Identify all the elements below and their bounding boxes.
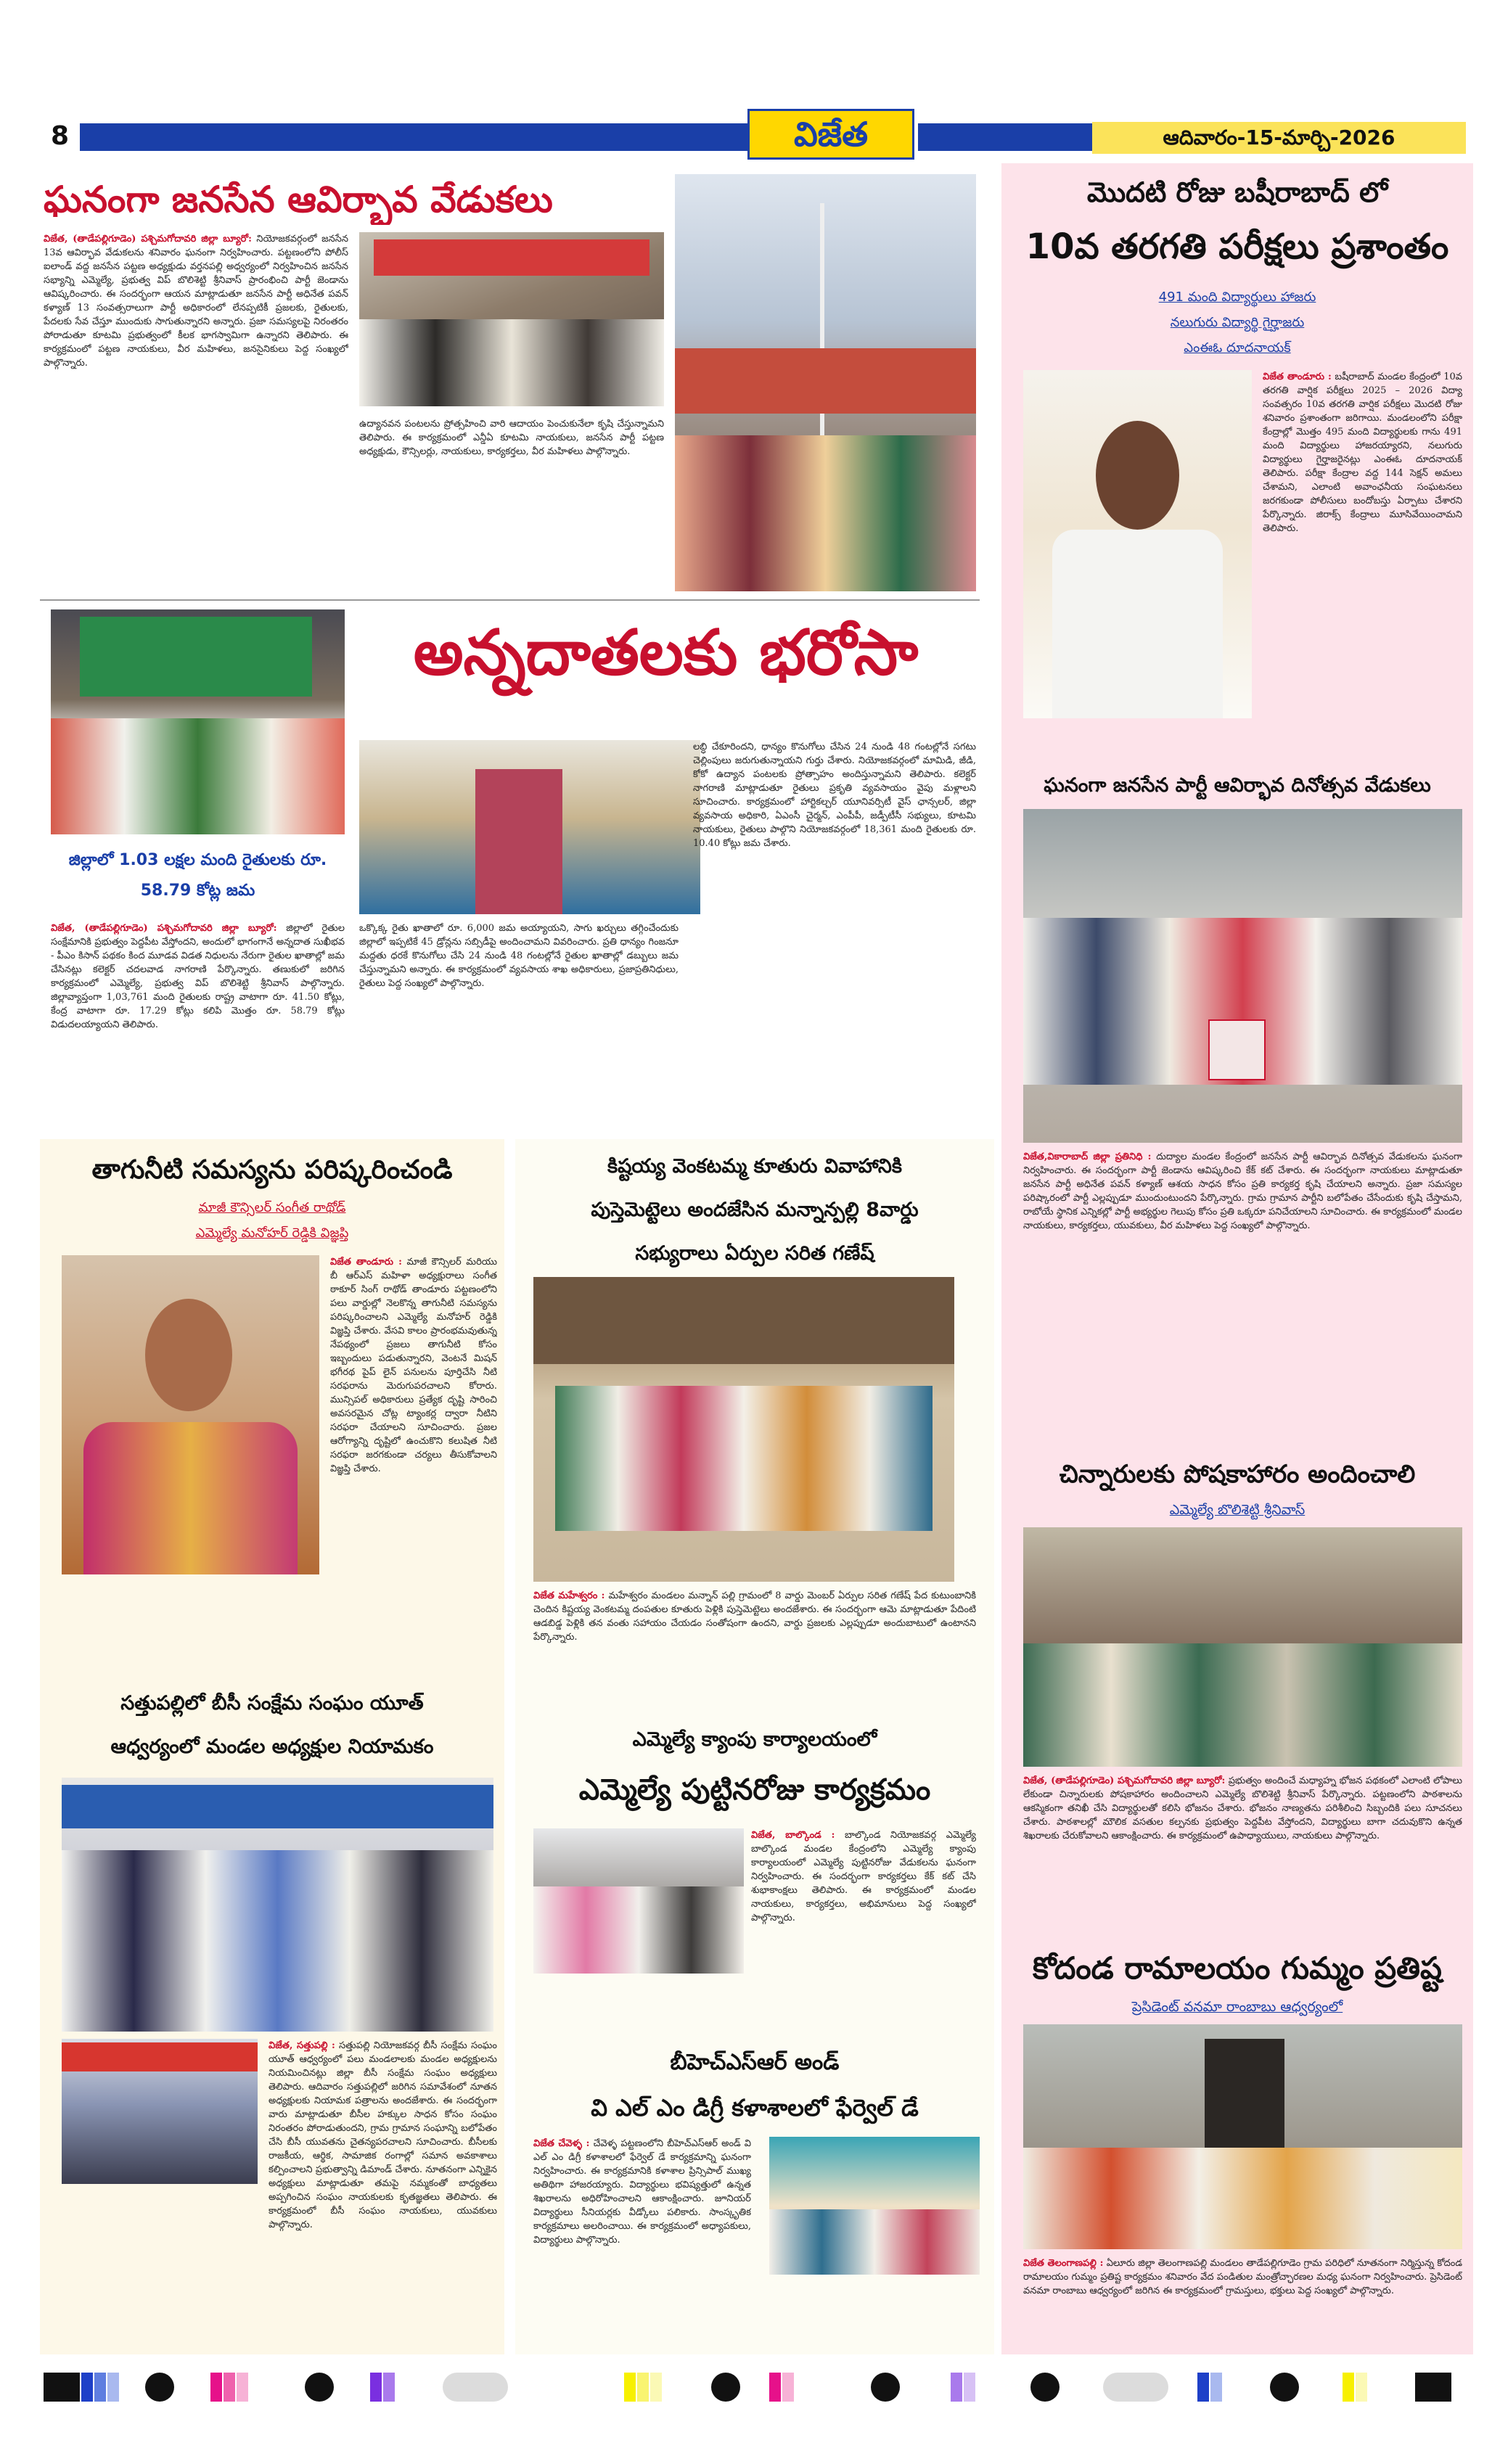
article10-dateline: విజేత, బాల్కొండ :	[751, 1830, 835, 1841]
article6-body	[1023, 2256, 1462, 2344]
article6-headline: కోదండ రామాలయం గుమ్మం ప్రతిష్ట	[1033, 1950, 1442, 1986]
article3-sub3: ఎంఈఓ దూదనాయక్	[1184, 340, 1291, 356]
photo-janasena-board	[1208, 1019, 1266, 1080]
photo-house-roof	[533, 1277, 954, 1364]
masthead-right-bar	[918, 123, 1092, 151]
photo-woman-saree	[83, 1422, 298, 1574]
photo-cake-group	[533, 1886, 744, 1974]
photo-small-banner	[62, 2042, 258, 2071]
article8-headline1: సత్తుపల్లిలో బీసీ సంక్షేమ సంఘం యూత్	[120, 1692, 424, 1714]
color-strip-pink-4	[769, 2373, 781, 2402]
photo-banner-blue	[62, 1785, 493, 1828]
color-strip-black-2	[145, 2373, 174, 2402]
article9-body	[533, 1589, 976, 1705]
article8-photo1	[62, 1778, 493, 2032]
color-strip-yellow-2	[637, 2373, 649, 2402]
article9-photo	[533, 1277, 954, 1582]
photo-crowd	[359, 319, 664, 406]
article9-headline1: కిష్టయ్య వెంకటమ్మ కూతురు వివాహానికి	[607, 1155, 902, 1178]
color-strip-black-7	[1270, 2373, 1299, 2402]
article4-headline: ఘనంగా జనసేన పార్టీ ఆవిర్భావ దినోత్సవ వేడుకలు	[1044, 774, 1431, 797]
article7-dateline: విజేత తాండూరు :	[330, 1257, 402, 1268]
article3-sub1: 491 మంది విద్యార్థులు హాజరు	[1158, 289, 1316, 305]
article9-headline2: పుస్తెమెట్టెలు అందజేసిన మన్నాన్పల్లి 8వార్డు	[591, 1199, 919, 1221]
article9-dateline: విజేత మహేశ్వరం :	[533, 1590, 605, 1601]
date-banner: ఆదివారం-15-మార్చి-2026	[1092, 122, 1466, 154]
article10-headline: ఎమ్మెల్యే పుట్టినరోజు కార్యక్రమం	[578, 1773, 931, 1807]
color-strip-yellow-1	[624, 2373, 636, 2402]
photo-banner	[374, 239, 649, 276]
article10-text: బాల్కొండ నియోజకవర్గ ఎమ్మెల్యే బాల్కొండ మండల కేంద్రంలోని ఎమ్మెల్యే క్యాంపు కార్యాలయంలో ఎమ్మెల్యే పుట్టినరోజు వేడుకలను ఘనంగా నిర్వహించారు. ఈ సందర్భంగా కార్యకర్తలు కేక్ కట్ చేసి శుభాకాంక్షలు తెలిపారు. ఈ కార్యక్రమంలో మండల నాయకులు, కార్యకర్తలు, అభిమానులు పెద్ద సంఖ్యలో పాల్గొన్నారు.	[751, 1830, 976, 1923]
photo-speaker	[475, 769, 562, 914]
page-number: 8	[51, 121, 70, 151]
article3-kicker: మొదటి రోజు బషీరాబాద్ లో	[1086, 176, 1388, 208]
article8-photo2	[62, 2039, 258, 2184]
photo-people	[51, 718, 345, 834]
photo-priests	[1023, 2148, 1462, 2249]
article1-body2: ఉద్యానవన పంటలను ప్రోత్సహించి వారి ఆదాయం పెంచుకునేలా కృషి చేస్తున్నామని తెలిపారు. ఈ కార్యక్రమంలో ఎన్డీఏ కూటమి నాయకులు, జనసేన పార్టీ పట్టణ అధ్యక్షుడు, కౌన్సిలర్లు, నాయకులు, కార్యకర్తలు, వీర మహిళలు పాల్గొన్నారు.	[359, 419, 664, 457]
article7-sub1: మాజీ కౌన్సిలర్ సంగీత రాథోడ్	[198, 1200, 346, 1215]
color-strip-blue-3	[107, 2373, 119, 2402]
article6-dateline: విజేత తెలంగాణపల్లి :	[1023, 2258, 1104, 2269]
article1-photo-main	[675, 174, 976, 591]
color-strip-yellow-3	[650, 2373, 662, 2402]
article5-sub: ఎమ్మెల్యే బొలిశెట్టి శ్రీనివాస్	[1169, 1502, 1306, 1518]
color-strip-black-4	[711, 2373, 740, 2402]
masthead-left-bar	[80, 123, 747, 151]
color-strip-black-8	[1415, 2373, 1451, 2402]
color-strip-pink-1	[210, 2373, 222, 2402]
color-strip-purple-2	[383, 2373, 395, 2402]
article5-body	[1023, 1774, 1462, 1934]
color-strip-black-3	[305, 2373, 334, 2402]
photo-family	[555, 1386, 933, 1531]
article4-body	[1023, 1150, 1462, 1447]
article2-body-right: లబ్ధి చేకూరిందని, ధాన్యం కొనుగోలు చేసిన 24 నుండి 48 గంటల్లోనే సగటు చెల్లింపులు జరుగుతున్నాయని గుర్తు చేశారు. నియోజకవర్గంలో మామిడి, జీడి, కోకో ఉద్యాన పంటలకు ప్రోత్సాహం అందిస్తున్నామని తెలిపారు. కలెక్టర్ నాగరాణి మాట్లాడుతూ రైతులు ప్రకృతి వ్యవసాయం వైపు మళ్లాలని సూచించారు. కార్యక్రమంలో హార్టికల్చర్ యూనివర్సిటీ వైస్ ఛాన్సలర్, జిల్లా వ్యవసాయ అధికారి, ఏఎంసీ చైర్మన్, ఎంపీపీ, జడ్పీటీసీ సభ్యులు, కూటమి నాయకులు, రైతులు పాల్గొని నియోజకవర్గంలో 18,361 మంది రైతులకు రూ. 10.40 కోట్లు జమ చేశారు.	[693, 742, 976, 849]
article7-photo	[62, 1255, 319, 1574]
color-strip-purple-3	[951, 2373, 962, 2402]
article6-photo	[1023, 2024, 1462, 2249]
color-strip-blue-1	[81, 2373, 93, 2402]
color-strip-blue-5	[1210, 2373, 1222, 2402]
article5-dateline: విజేత, (తాడేపల్లిగూడెం) పశ్చిమగోదావరి జిల్లా బ్యూరో:	[1023, 1775, 1226, 1786]
article4-photo	[1023, 809, 1462, 1143]
article2-body-middle: ఒక్కొక్క రైతు ఖాతాలో రూ. 6,000 జమ అయ్యాయని, సాగు ఖర్చులు తగ్గించేందుకు జిల్లాలో ఇప్పటికే 45 డ్రోన్లను సబ్సిడీపై అందించామని వివరించారు. ప్రతి ధాన్యం గింజనూ మద్దతు ధరకే కొనుగోలు చేసి 24 నుండి 48 గంటల్లోనే రైతుల ఖాతాల్లో డబ్బులు జమ చేస్తున్నామని అన్నారు. ఈ కార్యక్రమంలో వ్యవసాయ శాఖ అధికారులు, ప్రజాప్రతినిధులు, రైతులు పెద్ద సంఖ్యలో పాల్గొన్నారు.	[359, 923, 679, 989]
color-strip-yellow-5	[1356, 2373, 1367, 2402]
article9-headline3: సభ్యురాలు ఏర్పుల సరిత గణేష్	[635, 1242, 874, 1265]
article3-text: బషీరాబాద్ మండల కేంద్రంలో 10వ తరగతి వార్షిక పరీక్షలు 2025 – 2026 విద్యా సంవత్సరం 10వ తరగతి వార్షిక పరీక్షలు మొదటి రోజు శనివారం ప్రశాంతంగా జరిగాయి. మండలంలోని పరీక్షా కేంద్రాల్లో మొత్తం 495 మంది విద్యార్థులకు గాను 491 మంది విద్యార్థులు హాజరయ్యారని, నలుగురు విద్యార్థులు గైర్హాజరైనట్లు ఎంఈఓ దూదనాయక్ తెలిపారు. పరీక్షా కేంద్రాల వద్ద 144 సెక్షన్ అమలు చేశామని, ఎలాంటి అవాంఛనీయ సంఘటనలు జరగకుండా పోలీసులు బందోబస్తు ఏర్పాటు చేశారని పేర్కొన్నారు. జిరాక్స్ కేంద్రాలు మూసివేయించామని తెలిపారు.	[1263, 371, 1462, 534]
article2-dateline: విజేత, (తాడేపల్లిగూడెం) పశ్చిమగోదావరి జిల్లా బ్యూరో:	[51, 923, 277, 934]
color-strip-black-5	[871, 2373, 900, 2402]
color-strip-black-6	[1030, 2373, 1060, 2402]
article11-body	[533, 2137, 751, 2351]
article2-photo-right	[359, 740, 700, 914]
article1-body	[44, 232, 348, 595]
article7-text: మాజీ కౌన్సిలర్ మరియు బీ ఆర్ఎస్ మహిళా అధ్యక్షురాలు సంగీత ఠాకూర్ సింగ్ రాథోడ్ తాండూరు పట్టణంలోని పలు వార్డుల్లో నెలకొన్న తాగునీటి సమస్యను పరిష్కరించాలని ఎమ్మెల్యే మనోహర్ రెడ్డికి విజ్ఞప్తి చేశారు. వేసవి కాలం ప్రారంభమవుతున్న నేపథ్యంలో ప్రజలు తాగునీటి కోసం ఇబ్బందులు పడుతున్నారని, వెంటనే మిషన్ భగీరథ పైప్ లైన్ పనులను పూర్తిచేసి నీటి సరఫరాను మెరుగుపరచాలని కోరారు. మున్సిపల్ అధికారులు ప్రత్యేక దృష్టి సారించి అవసరమైన చోట్ల ట్యాంకర్ల ద్వారా నీటిని సరఫరా చేయాలని సూచించారు. ప్రజల ఆరోగ్యాన్ని దృష్టిలో ఉంచుకొని కలుషిత నీటి సరఫరా జరగకుండా చర్యలు తీసుకోవాలని విజ్ఞప్తి చేశారు.	[330, 1257, 497, 1474]
article7-sub2: ఎమ్మెల్యే మనోహర్ రెడ్డికి విజ్ఞప్తి	[195, 1225, 349, 1241]
article11-text: చేవెళ్ళ పట్టణంలోని బీహెచ్ఎస్ఆర్ అండ్ వి ఎల్ ఎం డిగ్రీ కళాశాలలో ఫేర్వెల్ డే కార్యక్రమాన్ని ఘనంగా నిర్వహించారు. ఈ కార్యక్రమానికి కళాశాల ప్రిన్సిపాల్ ముఖ్య అతిథిగా హాజరయ్యారు. విద్యార్థులు భవిష్యత్తులో ఉన్నత శిఖరాలను అధిరోహించాలని ఆకాంక్షించారు. జూనియర్ విద్యార్థులు సీనియర్లకు వీడ్కోలు పలికారు. సాంస్కృతిక కార్యక్రమాలు అలరించాయి. ఈ కార్యక్రమంలో అధ్యాపకులు, విద్యార్థులు పాల్గొన్నారు.	[533, 2138, 751, 2246]
color-strip-yellow-4	[1343, 2373, 1354, 2402]
article9-text: మహేశ్వరం మండలం మన్నాన్ పల్లి గ్రామంలో 8 వార్డు మెంబర్ ఏర్పుల సరిత గణేష్ పేద కుటుంబానికి చెందిన కిష్టయ్య వెంకటమ్మ దంపతుల కూతురు పెళ్లికి పుస్తెమెట్టెలు అందజేశారు. ఈ సందర్భంగా ఆమె మాట్లాడుతూ పేదింటి ఆడబిడ్డ పెళ్లికి తన వంతు సహాయం చేయడం సంతోషంగా ఉందని, వార్డు ప్రజలకు ఎల్లప్పుడూ అందుబాటులో ఉంటానని పేర్కొన్నారు.	[533, 1590, 976, 1643]
article1-headline: ఘనంగా జనసేన ఆవిర్భావ వేడుకలు	[44, 178, 553, 221]
divider	[40, 599, 980, 601]
article3-headline: 10వ తరగతి పరీక్షలు ప్రశాంతం	[1025, 226, 1449, 267]
color-strip-black-1	[44, 2373, 80, 2402]
article2-caption: జిల్లాలో 1.03 లక్షల మంది రైతులకు రూ. 58.79 కోట్ల జమ	[68, 851, 327, 900]
color-strip-pink-2	[224, 2373, 235, 2402]
article1-dateline: విజేత, (తాడేపల్లిగూడెం) పశ్చిమగోదావరి జిల్లా బ్యూరో:	[44, 234, 252, 245]
article8-text: సత్తుపల్లి నియోజకవర్గ బీసీ సంక్షేమ సంఘం యూత్ ఆధ్వర్యంలో పలు మండలాలకు మండల అధ్యక్షులను నియమించినట్లు జిల్లా బీసీ సంక్షేమ సంఘం అధ్యక్షులు తెలిపారు. ఆదివారం సత్తుపల్లిలో జరిగిన సమావేశంలో నూతన అధ్యక్షులకు నియామక పత్రాలను అందజేశారు. ఈ సందర్భంగా వారు మాట్లాడుతూ బీసీల హక్కుల సాధన కోసం సంఘం నిరంతరం పోరాడుతుందని, గ్రామ గ్రామాన సంఘాన్ని బలోపేతం చేసి బీసీ యువతను చైతన్యపరచాలని సూచించారు. బీసీలకు రాజకీయ, ఆర్థిక, సామాజిక రంగాల్లో సమాన అవకాశాలు కల్పించాలని ప్రభుత్వాన్ని డిమాండ్ చేశారు. నూతనంగా ఎన్నికైన అధ్యక్షులు మాట్లాడుతూ తమపై నమ్మకంతో బాధ్యతలు అప్పగించిన సంఘం నాయకులకు కృతజ్ఞతలు తెలిపారు. ఈ కార్యక్రమంలో బీసీ సంఘం నాయకులు, యువకులు పాల్గొన్నారు.	[269, 2040, 497, 2230]
color-strip-pink-5	[782, 2373, 794, 2402]
article8-body	[269, 2039, 497, 2351]
article7-body	[330, 1255, 497, 1574]
photo-children	[1023, 1643, 1462, 1767]
photo-man-face	[1096, 421, 1179, 530]
photo-banner-red	[675, 348, 976, 414]
article5-headline: చిన్నారులకు పోషకాహారం అందించాలి	[1059, 1460, 1416, 1489]
article8-dateline: విజేత, సత్తుపల్లి :	[269, 2040, 335, 2051]
article4-dateline: విజేత,వికారాబాద్ జిల్లా ప్రతినిధి :	[1023, 1151, 1152, 1162]
photo-woman-face	[145, 1299, 232, 1411]
article11-headline2: వి ఎల్ ఎం డిగ్రీ కళాశాలలో ఫేర్వెల్ డే	[591, 2094, 919, 2122]
color-strip-purple-4	[964, 2373, 975, 2402]
color-strip-pink-3	[237, 2373, 248, 2402]
article5-text: ప్రభుత్వం అందించే మధ్యాహ్న భోజన పథకంలో ఎలాంటి లోపాలు లేకుండా చిన్నారులకు పోషకాహారం అందించాలని ఎమ్మెల్యే బొలిశెట్టి శ్రీనివాస్ పేర్కొన్నారు. పట్టణంలోని పాఠశాలను ఆకస్మికంగా తనిఖీ చేసి విద్యార్థులతో కలిసి భోజనం చేశారు. భోజనం నాణ్యతను పరిశీలించి సిబ్బందికి పలు సూచనలు చేశారు. పాఠశాలల్లో మౌలిక వసతుల కల్పనకు ప్రభుత్వం పెద్దపీట వేస్తోందని, విద్యార్థులు బాగా చదువుకొని ఉన్నత శిఖరాలకు చేరుకోవాలని ఆకాంక్షించారు. ఈ కార్యక్రమంలో ఉపాధ్యాయులు, నాయకులు పాల్గొన్నారు.	[1023, 1775, 1462, 1841]
logo-text: విజేత	[793, 115, 869, 154]
article11-dateline: విజేత చేవెళ్ళ :	[533, 2138, 590, 2149]
photo-crowd-women	[675, 435, 976, 591]
article8-headline2: ఆధ్వర్యంలో మండల అధ్యక్షుల నియామకం	[110, 1736, 434, 1758]
color-strip-purple-1	[370, 2373, 382, 2402]
article6-sub: ప్రెసిడెంట్ వనమా రాంబాబు ఆధ్వర్యంలో	[1131, 1999, 1343, 2015]
article10-photo	[533, 1828, 744, 1974]
masthead-logo	[747, 109, 914, 160]
article7-headline: తాగునీటి సమస్యను పరిష్కరించండి	[91, 1155, 453, 1185]
article11-photo	[769, 2137, 980, 2275]
article2-body-left	[51, 921, 345, 1132]
article11-headline1: బీహెచ్ఎస్ఆర్ అండ్	[670, 2050, 840, 2075]
article3-photo	[1023, 370, 1252, 718]
article2-photo-left	[51, 609, 345, 834]
article1-text: నియోజకవర్గంలో జనసేన 13వ ఆవిర్భావ వేడుకలను శనివారం ఘనంగా నిర్వహించారు. పట్టణంలోని పోలీస్ ఐలాండ్ వద్ద జనసేన పట్టణ అధ్యక్షుడు వర్తనపల్లి అధ్వర్యంలో నిర్వహించిన జనసేన సభ్యాన్ని ఎమ్మెల్యే, ప్రభుత్వ విప్ బొలిశెట్టి శ్రీనివాస్ ప్రారంభించి పార్టీ జెండాను ఆవిష్కరించారు. ఈ సందర్భంగా ఆయన మాట్లాడుతూ జనసేన పార్టీ అధినేత పవన్ కళ్యాణ్ 13 సంవత్సరాలుగా పార్టీ అధికారంలో లేనప్పటికీ ప్రజలకు, రైతులకు, పేదలకు సేవ చేస్తూ ముందుకు సాగుతున్నారని అన్నారు. ప్రజా సమస్యలపై నిరంతరం పోరాడుతూ కూటమి ప్రభుత్వంలో కీలక భాగస్వామిగా ఉన్నారని తెలిపారు. ఈ కార్యక్రమంలో పట్టణ నాయకులు, వీర మహిళలు, జనసైనికులు పెద్ద సంఖ్యలో పాల్గొన్నారు.	[44, 234, 348, 369]
color-strip-blue-4	[1197, 2373, 1209, 2402]
photo-men-row	[62, 1850, 493, 2032]
color-strip-gray-2	[1103, 2373, 1168, 2402]
article3-body	[1263, 370, 1462, 762]
photo-man-shirt	[1052, 530, 1223, 718]
article1-photo-group	[359, 232, 664, 406]
article6-text: ఏలూరు జిల్లా తెలంగాణపల్లి మండలం తాడేపల్లిగూడెం గ్రామ పరిధిలో నూతనంగా నిర్మిస్తున్న కోదండ రామాలయం గుమ్మం ప్రతిష్ట కార్యక్రమం శనివారం వేద పండితుల మంత్రోచ్ఛారణల మధ్య ఘనంగా నిర్వహించారు. ప్రెసిడెంట్ వనమా రాంబాబు ఆధ్వర్యంలో జరిగిన ఈ కార్యక్రమంలో గ్రామస్తులు, భక్తులు పెద్ద సంఖ్యలో పాల్గొన్నారు.	[1023, 2258, 1462, 2296]
article10-kicker: ఎమ్మెల్యే క్యాంపు కార్యాలయంలో	[632, 1728, 877, 1751]
article2-text: జిల్లాలో రైతుల సంక్షేమానికి ప్రభుత్వం పెద్దపీట వేస్తోందని, అందులో భాగంగానే అన్నదాత సుఖీభవ - పీఎం కిసాన్ పథకం కింద మూడవ విడత నిధులను నేరుగా రైతుల ఖాతాల్లో జమ చేసినట్లు కలెక్టర్ చదలవాడ నాగరాణి పేర్కొన్నారు. తణుకులో జరిగిన కార్యక్రమంలో ఎమ్మెల్యే, ప్రభుత్వ విప్ బొలిశెట్టి శ్రీనివాస్ పాల్గొన్నారు. జిల్లావ్యాప్తంగా 1,03,761 మంది రైతులకు రాష్ట్ర వాటాగా రూ. 41.50 కోట్లు, కేంద్ర వాటాగా రూ. 17.29 కోట్లు కలిపి మొత్తం రూ. 58.79 కోట్లు విడుదలయ్యాయని తెలిపారు.	[51, 923, 345, 1030]
color-strip-blue-2	[94, 2373, 106, 2402]
article2-headline: అన్నదాతలకు భరోసా	[413, 617, 919, 689]
article3-sub2: నలుగురు విద్యార్థి గైర్హాజరు	[1170, 315, 1305, 330]
article3-dateline: విజేత తాండూరు :	[1263, 371, 1332, 382]
article5-photo	[1023, 1527, 1462, 1767]
article4-text: దుద్యాల మండల కేంద్రంలో జనసేన పార్టీ ఆవిర్భావ దినోత్సవ వేడుకలను ఘనంగా నిర్వహించారు. ఈ సందర్భంగా పార్టీ జెండాను ఆవిష్కరించి కేక్ కట్ చేశారు. ఈ సందర్భంగా నాయకులు మాట్లాడుతూ జనసేన పార్టీ అధినేత పవన్ కళ్యాణ్ ఆశయ సాధన కోసం ప్రతి కార్యకర్త కృషి చేయాలని అన్నారు. ప్రజా సమస్యల పరిష్కారంలో పార్టీ ఎల్లప్పుడూ ముందుంటుందని పేర్కొన్నారు. గ్రామ గ్రామాన పార్టీని బలోపేతం చేసేందుకు కృషి చేస్తామని, రాబోయే స్థానిక ఎన్నికల్లో పార్టీ అభ్యర్థుల గెలుపు కోసం ప్రతి ఒక్కరూ పనిచేయాలని సూచించారు. ఈ కార్యక్రమంలో మండల నాయకులు, కార్యకర్తలు, యువకులు, వీర మహిళలు పెద్ద సంఖ్యలో పాల్గొన్నారు.	[1023, 1151, 1462, 1231]
photo-stage-banner	[80, 617, 312, 697]
color-strip-gray-1	[443, 2373, 508, 2402]
article10-body	[751, 1828, 976, 2046]
photo-students	[769, 2209, 980, 2275]
